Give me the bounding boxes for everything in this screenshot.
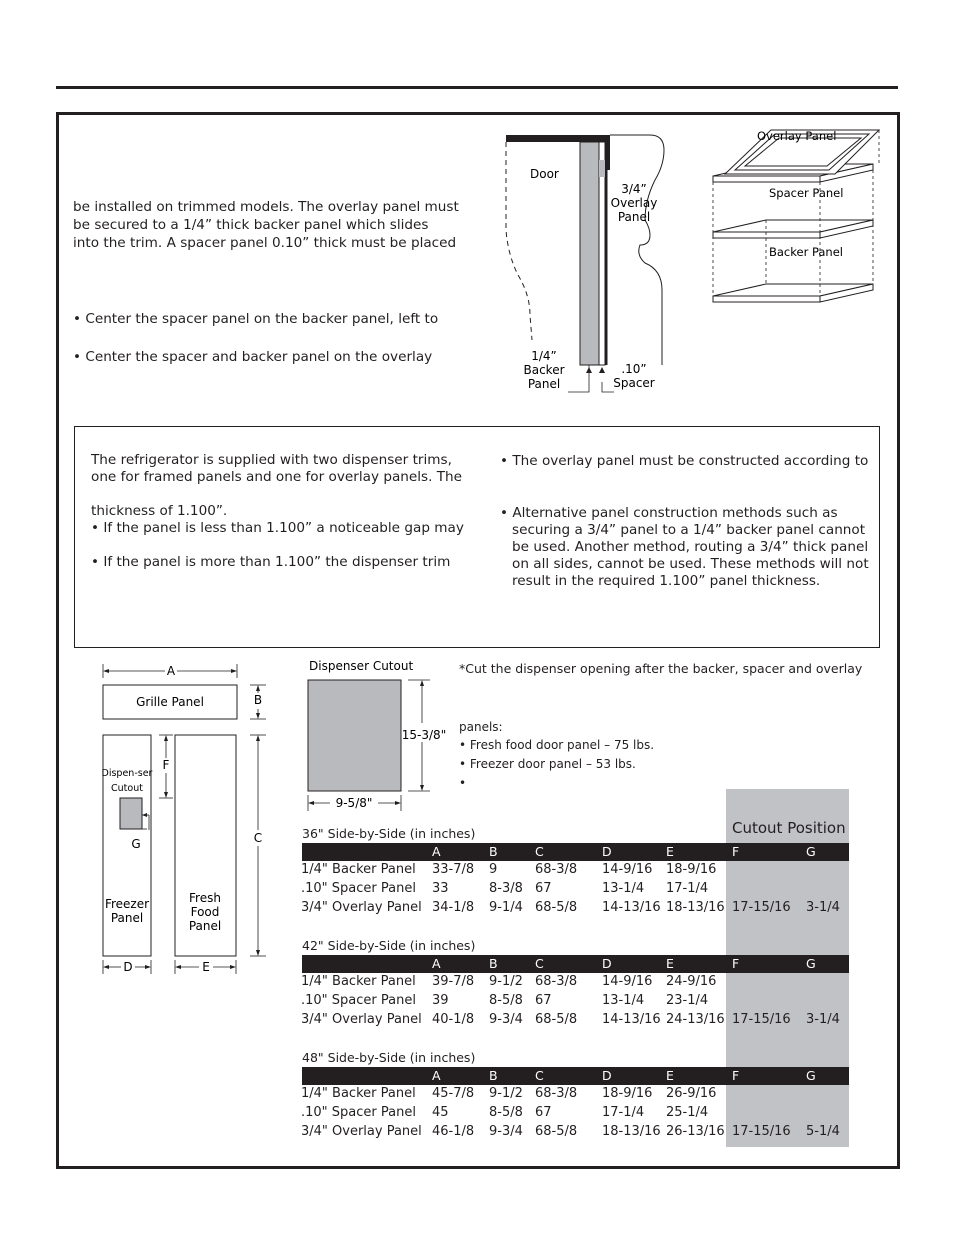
panel-dimension-diagram <box>95 660 275 980</box>
dispenser-cutout-title: Dispenser Cutout <box>309 659 414 673</box>
table-header-cell: C <box>535 1068 544 1083</box>
row-label: .10" Spacer Panel <box>301 993 416 1008</box>
table-cell: 8-5/8 <box>489 993 523 1008</box>
table-header <box>302 843 849 861</box>
freezer-panel-label-1: Freezer <box>104 897 150 911</box>
row-label: 3/4" Overlay Panel <box>301 1012 422 1027</box>
table-header-cell: D <box>602 956 612 971</box>
table-cell: 24-13/16 <box>666 1012 725 1027</box>
blank-bullet: • <box>459 776 467 790</box>
table-cell: 14-13/16 <box>602 900 661 915</box>
fresh-food-weight: • Fresh food door panel – 75 lbs. <box>459 738 655 752</box>
table-cell: 34-1/8 <box>432 900 475 915</box>
dispenser-cutout-label-2: Cutout <box>111 783 143 794</box>
table-cell: 9-1/4 <box>489 900 523 915</box>
table-cell: 9-1/2 <box>489 974 523 989</box>
table-header-cell: A <box>432 844 441 859</box>
table-cell: 40-1/8 <box>432 1012 475 1027</box>
row-label: 1/4" Backer Panel <box>301 862 416 877</box>
table-header <box>302 955 849 973</box>
table-cell: 46-1/8 <box>432 1124 475 1139</box>
table-cell: 67 <box>535 993 552 1008</box>
table-caption: 48" Side-by-Side (in inches) <box>302 1050 476 1065</box>
trim-left-line-3: thickness of 1.100”. <box>91 503 228 519</box>
panels-label: panels: <box>459 720 503 734</box>
table-cell: 18-9/16 <box>602 1086 653 1101</box>
table-caption: 42" Side-by-Side (in inches) <box>302 938 476 953</box>
table-cell: 8-5/8 <box>489 1105 523 1120</box>
trim-right-bullet-2-l4: on all sides, cannot be used. These methods will not <box>512 556 869 572</box>
trim-left-line-1: The refrigerator is supplied with two dispenser trims, <box>91 452 452 468</box>
table-header-cell: F <box>732 844 740 859</box>
table-cell: 68-5/8 <box>535 1012 578 1027</box>
overlay-label-2: Overlay <box>610 196 658 210</box>
table-cell: 23-1/4 <box>666 993 709 1008</box>
dim-a: A <box>166 664 176 678</box>
cut-note: *Cut the dispenser opening after the backer, spacer and overlay <box>459 661 863 676</box>
dim-f: F <box>162 758 170 772</box>
trim-right-bullet-2-l3: be used. Another method, routing a 3/4” thick panel <box>512 539 869 555</box>
table-cell: 8-3/8 <box>489 881 523 896</box>
spacer-label-1: .10” <box>621 362 647 376</box>
table-header-cell: F <box>732 1068 740 1083</box>
table-header-cell: E <box>666 844 674 859</box>
table-cell: 33-7/8 <box>432 862 475 877</box>
table-header-cell: G <box>806 1068 816 1083</box>
door-label: Door <box>530 167 559 181</box>
cutout-height: 15-3/8" <box>401 728 447 742</box>
table-header-cell: E <box>666 956 674 971</box>
table-cell: 18-9/16 <box>666 862 717 877</box>
table-cell: 3-1/4 <box>806 1012 840 1027</box>
table-header-cell: D <box>602 844 612 859</box>
dim-g: G <box>131 837 141 851</box>
table-cell: 5-1/4 <box>806 1124 840 1139</box>
table-cell: 67 <box>535 1105 552 1120</box>
table-header-cell: G <box>806 844 816 859</box>
row-label: .10" Spacer Panel <box>301 881 416 896</box>
overlay-label-3: Panel <box>617 210 651 224</box>
trim-left-line-2: one for framed panels and one for overlay panels. The <box>91 469 463 485</box>
table-cell: 17-1/4 <box>666 881 709 896</box>
backer-label-2: Backer <box>523 363 565 377</box>
table-cell: 68-3/8 <box>535 974 578 989</box>
table-cell: 68-3/8 <box>535 1086 578 1101</box>
cutout-width: 9-5/8" <box>335 796 373 810</box>
trim-left-bullet-2: • If the panel is more than 1.100” the dispenser trim <box>91 554 451 570</box>
table-cell: 3-1/4 <box>806 900 840 915</box>
dim-b: B <box>253 693 263 707</box>
exploded-panel-diagram <box>705 122 885 307</box>
table-header-cell: A <box>432 1068 441 1083</box>
overlay-label-1: 3/4” <box>621 182 647 196</box>
table-header-cell: E <box>666 1068 674 1083</box>
table-cell: 39 <box>432 993 449 1008</box>
table-cell: 67 <box>535 881 552 896</box>
table-cell: 9 <box>489 862 498 877</box>
grille-panel-label: Grille Panel <box>136 695 204 709</box>
trim-right-bullet-1: • The overlay panel must be constructed according to <box>500 453 869 469</box>
dim-c: C <box>253 831 263 845</box>
table-cell: 68-5/8 <box>535 1124 578 1139</box>
intro-bullet-1: • Center the spacer panel on the backer panel, left to <box>73 311 439 327</box>
table-cell: 9-3/4 <box>489 1012 523 1027</box>
table-cell: 26-9/16 <box>666 1086 717 1101</box>
table-cell: 25-1/4 <box>666 1105 709 1120</box>
table-cell: 14-9/16 <box>602 974 653 989</box>
intro-line-2: be secured to a 1/4” thick backer panel which slides <box>73 217 429 233</box>
table-header-cell: B <box>489 956 498 971</box>
backer-panel-label: Backer Panel <box>769 245 843 259</box>
table-cell: 68-3/8 <box>535 862 578 877</box>
table-cell: 13-1/4 <box>602 881 645 896</box>
table-header-cell: D <box>602 1068 612 1083</box>
dim-e: E <box>202 960 210 974</box>
dim-d: D <box>123 960 133 974</box>
overlay-panel-label: Overlay Panel <box>757 129 837 143</box>
table-cell: 26-13/16 <box>666 1124 725 1139</box>
backer-label-1: 1/4” <box>531 349 557 363</box>
intro-line-1: be installed on trimmed models. The overlay panel must <box>73 199 459 215</box>
table-cell: 17-15/16 <box>732 1124 791 1139</box>
table-header-cell: C <box>535 956 544 971</box>
fresh-food-label-2: Food <box>190 905 220 919</box>
table-cell: 33 <box>432 881 449 896</box>
row-label: 3/4" Overlay Panel <box>301 900 422 915</box>
table-cell: 17-15/16 <box>732 1012 791 1027</box>
header-rule <box>56 86 898 89</box>
trim-left-bullet-1: • If the panel is less than 1.100” a noticeable gap may <box>91 520 464 536</box>
table-cell: 13-1/4 <box>602 993 645 1008</box>
table-header-cell: B <box>489 1068 498 1083</box>
table-cell: 45-7/8 <box>432 1086 475 1101</box>
table-cell: 17-1/4 <box>602 1105 645 1120</box>
dispenser-cutout-diagram <box>300 655 460 815</box>
freezer-weight: • Freezer door panel – 53 lbs. <box>459 757 636 771</box>
trim-right-bullet-2-l2: securing a 3/4” panel to a 1/4” backer panel cannot <box>512 522 866 538</box>
table-header-cell: C <box>535 844 544 859</box>
table-cell: 17-15/16 <box>732 900 791 915</box>
table-header-cell: B <box>489 844 498 859</box>
backer-label-3: Panel <box>527 377 561 391</box>
table-cell: 39-7/8 <box>432 974 475 989</box>
freezer-panel-label-2: Panel <box>110 911 144 925</box>
table-caption: 36" Side-by-Side (in inches) <box>302 826 476 841</box>
row-label: 1/4" Backer Panel <box>301 974 416 989</box>
dispenser-cutout-label-1: Dispen-ser <box>101 768 153 779</box>
table-cell: 18-13/16 <box>666 900 725 915</box>
table-cell: 45 <box>432 1105 449 1120</box>
table-header <box>302 1067 849 1085</box>
table-cell: 14-13/16 <box>602 1012 661 1027</box>
row-label: 3/4" Overlay Panel <box>301 1124 422 1139</box>
table-header-cell: G <box>806 956 816 971</box>
cutout-position-heading: Cutout Position <box>732 819 846 837</box>
table-cell: 18-13/16 <box>602 1124 661 1139</box>
fresh-food-label-3: Panel <box>188 919 222 933</box>
table-cell: 14-9/16 <box>602 862 653 877</box>
table-header-cell: F <box>732 956 740 971</box>
trim-right-bullet-2-l1: • Alternative panel construction methods such as <box>500 505 838 521</box>
spacer-label-2: Spacer <box>613 376 655 390</box>
table-cell: 68-5/8 <box>535 900 578 915</box>
table-header-cell: A <box>432 956 441 971</box>
intro-bullet-2: • Center the spacer and backer panel on the overlay <box>73 349 433 365</box>
row-label: 1/4" Backer Panel <box>301 1086 416 1101</box>
fresh-food-label-1: Fresh <box>189 891 221 905</box>
table-cell: 24-9/16 <box>666 974 717 989</box>
trim-right-bullet-2-l5: result in the required 1.100” panel thickness. <box>512 573 821 589</box>
intro-line-3: into the trim. A spacer panel 0.10” thick must be placed <box>73 235 457 251</box>
door-section-diagram <box>490 130 690 395</box>
table-cell: 9-1/2 <box>489 1086 523 1101</box>
table-cell: 9-3/4 <box>489 1124 523 1139</box>
spacer-panel-label: Spacer Panel <box>769 186 844 200</box>
row-label: .10" Spacer Panel <box>301 1105 416 1120</box>
